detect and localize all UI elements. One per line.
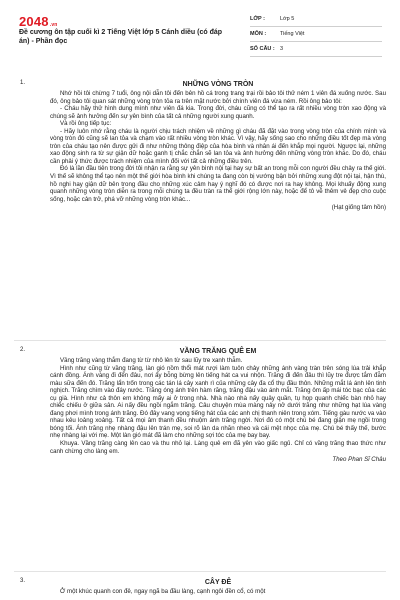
meta-value: 3: [280, 46, 284, 52]
passage-paragraph: Hình như cũng từ vầng trăng, làn gió nồm thổi mát rượi làm tuôn chảy những ánh vàng tràn trên sóng lúa trải khắp cánh đồng. Ánh vàng đi đến đâu, nơi ấy bỗng bừng lên tiếng hát ca vui nhộn. Trăng đi đến đâu thì lũy tre được tắm đẫm màu sữa đến đó. Trăng lẩn trốn trong các tán lá cây xanh rì của những cây đa cổ thụ đầu thôn. Những mắt lá ánh lên tinh nghịch. Trăng chìm vào đáy nước. Trăng óng ánh trên hàm răng, trăng đậu vào ánh mắt. Trăng ôm ấp mái tóc bạc của các cụ già. Hình như cả thôn em không mấy ai ở trong nhà. Nhà nào nhà nấy quây quần, tụ họp quanh chiếc bàn nhỏ hay chiếc chiếu ở giữa sân. Ai nấy đều ngồi ngắm trăng. Câu chuyện mùa màng nảy nở dưới trăng như những hạt lúa vàng đang phơi mình trong ánh trăng. Đó đây vang vọng tiếng hát của các anh chị thanh niên trong xóm. Tiếng gàu nước va vào nhau kêu loảng xoảng. Tất cả mọi âm thanh đều nhuộm ánh trăng ngời. Nơi đó có một chú bé đang giận mẹ ngồi trong bóng tối. Ánh trăng nhẹ nhàng đậu lên trán mẹ, soi rõ làn da nhăn nheo và cái mệt nhọc của mẹ. Chú bé thấy thế, bước nhẹ nhàng lại với mẹ. Một làn gió mát đã làm cho những sợi tóc của mẹ bay bay.: [50, 364, 386, 440]
question-number: 3.: [20, 578, 26, 584]
question-content: [50, 80, 386, 212]
passage-title: NHỮNG VÒNG TRÒN: [182, 81, 254, 88]
meta-row-count: [250, 42, 382, 57]
passage-paragraph: Ở một khúc quanh con đê, ngay ngã ba đầu làng, cạnh ngôi đền cổ, có một: [60, 588, 266, 595]
logo-text: 2048: [19, 14, 49, 29]
question-content: [50, 578, 386, 596]
document-title: Đề cương ôn tập cuối kì 2 Tiếng Việt lớp 5 Cánh diều (có đáp án) - Phần đọc: [19, 29, 223, 45]
passage-source: (Hạt giống tâm hồn): [331, 204, 386, 212]
meta-value: Lớp 5: [280, 16, 295, 22]
section-divider: [14, 340, 386, 341]
passage-paragraph: Nhớ hồi tôi chừng 7 tuổi, ông nội dẫn tôi đến bên hồ cá trong trang trại rồi bảo tôi thử ném 1 viên đá xuống nước. Sau đó, ông bảo tôi quan sát những vòng tròn tỏa ra trên mặt nước bởi chính viên đá vừa ném. Rồi ông bảo tôi:: [50, 90, 386, 105]
question-content: [50, 347, 386, 464]
meta-table: [250, 12, 382, 57]
passage-source: Theo Phan Sĩ Châu: [332, 456, 386, 464]
passage-title: VẦNG TRĂNG QUÊ EM: [179, 348, 257, 355]
question-number: 2.: [20, 347, 26, 353]
passage-paragraph: - Hãy luôn nhớ rằng cháu là người chịu trách nhiệm về những gì cháu đã đặt vào trong vòng tròn của chính mình và vòng tròn đó cũng sẽ lan tỏa và chạm vào rất nhiều vòng tròn khác. Vì vậy, hãy sống sao cho những điều tốt đẹp mà vòng tròn của cháu tạo nên được gửi đi như những thông điệp của hòa bình và nhân ái đến khắp mọi người. Ngược lại, những xao động sinh ra từ sự giận dữ hoặc ganh tị chắc chắn sẽ lan tỏa và ảnh hưởng đến những vòng tròn khác. Do đó, cháu cần phải ý thức được trách nhiệm của mình đối với tất cả những điều trên.: [50, 127, 386, 165]
logo-suffix: .vn: [49, 22, 58, 28]
question-number: 1.: [20, 80, 26, 86]
passage-paragraph: Đó là lần đầu tiên trong đời tôi nhận ra rằng sự yên bình nội tại hay sự bất an trong mỗi con người đều chảy ra thế giới. Vì thế sẽ không thể tạo nên một thế giới hòa bình khi chúng ta đang còn bị vướng bận bởi những xung đột nội tại, hận thù, hồ nghi hay giận dữ bên trong đầu cho những xúc cảm hay ý nghĩ đó có được nơi ra hay không. Mọi khuấy động xung quanh những vòng tròn diễn ra trong mỗi chúng ta đều tràn ra thế giới rộng lớn này, hoặc để tô vẽ thêm vẻ đẹp cho cuộc sống, hoặc cản trở, phá vỡ những vòng tròn khác...: [50, 165, 386, 203]
passage-title: CÂY ĐÊ: [204, 579, 232, 586]
passage-paragraph: Vầng trăng vàng thắm đang từ từ nhô lên từ sau lũy tre xanh thẫm.: [60, 357, 243, 364]
section-divider: [14, 571, 386, 572]
meta-row-class: [250, 12, 382, 27]
passage-paragraph: Khuya. Vầng trăng càng lên cao và thu nhỏ lại. Làng quê em đã yên vào giấc ngủ. Chỉ có vầng trăng thao thức như canh chừng cho làng em.: [50, 440, 386, 455]
page-header: [0, 0, 400, 64]
meta-value: Tiếng Việt: [280, 31, 305, 37]
passage-paragraph: - Cháu hãy thử hình dung mình như viên đá kia. Trong đời, cháu cũng có thể tạo ra rất nhiều vòng tròn xao động và chúng sẽ ảnh hưởng đến sự yên bình của tất cả những người xung quanh.: [50, 105, 386, 120]
site-logo[interactable]: [19, 14, 58, 29]
meta-label: MÔN :: [250, 31, 267, 37]
passage-paragraph: Và rồi ông tiếp tục:: [60, 120, 112, 128]
meta-label: LỚP :: [250, 16, 265, 22]
meta-label: SỐ CÂU :: [250, 46, 275, 52]
meta-row-subject: [250, 27, 382, 42]
